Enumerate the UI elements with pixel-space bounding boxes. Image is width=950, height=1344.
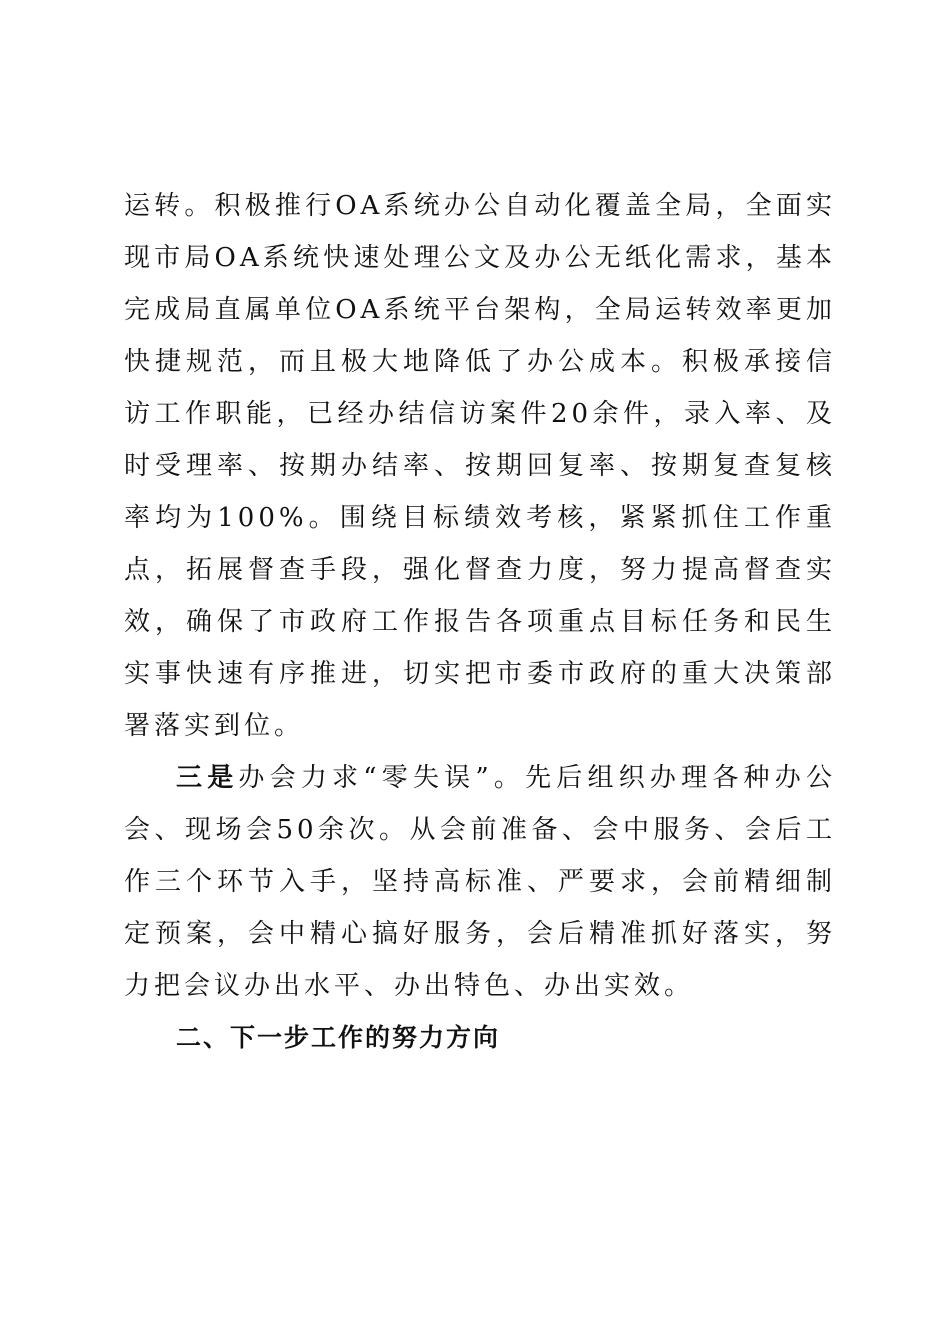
paragraph-text: 办会力求“零失误”。先后组织办理各种办公会、现场会50余次。从会前准备、会中服务、会后工作三个环节入手，坚持高标准、严要求，会前精细制定预案，会中精心搞好服务，会后精准抓好落实，努力把会议办出水平、办出特色、办出实效。 xyxy=(124,763,836,1001)
paragraph-meeting-service xyxy=(124,752,836,1012)
paragraph-continuation xyxy=(124,180,836,752)
section-heading: 二、下一步工作的努力方向 xyxy=(176,1023,501,1052)
paragraph-lead: 三是 xyxy=(176,763,239,793)
document-body xyxy=(124,180,836,1064)
paragraph-text: 运转。积极推行OA系统办公自动化覆盖全局，全面实现市局OA系统快速处理公文及办公无纸化需求，基本完成局直属单位OA系统平台架构，全局运转效率更加快捷规范，而且极大地降低了办公成本。积极承接信访工作职能，已经办结信访案件20余件，录入率、及时受理率、按期办结率、按期回复率、按期复查复核率均为100%。围绕目标绩效考核，紧紧抓住工作重点，拓展督查手段，强化督查力度，努力提高督查实效，确保了市政府工作报告各项重点目标任务和民生实事快速有序推进，切实把市委市政府的重大决策部署落实到位。 xyxy=(124,191,836,741)
